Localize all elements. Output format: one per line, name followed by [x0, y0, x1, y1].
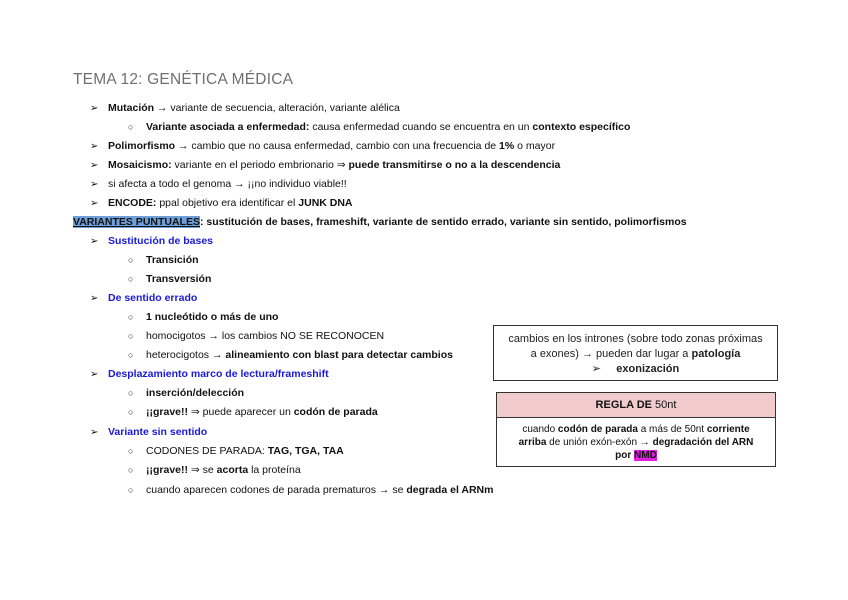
circle-bullet-icon: ○ [128, 446, 134, 456]
list-item-mosaicismo: ➢ Mosaicismo: variante en el periodo embrionario ⇒ puede transmitirse o no a la descendencia [90, 159, 561, 171]
list-item-nucleotido: ○ 1 nucleótido o más de uno [128, 311, 279, 323]
circle-bullet-icon: ○ [128, 350, 134, 360]
arrow-bullet-icon: ➢ [90, 103, 99, 114]
arrow-bullet-icon: ➢ [90, 160, 99, 171]
circle-bullet-icon: ○ [128, 407, 134, 417]
list-item-variante-asociada: ○ Variante asociada a enfermedad: causa enfermedad cuando se encuentra en un contexto específico [128, 121, 631, 133]
circle-bullet-icon: ○ [128, 331, 134, 341]
arrow-bullet-icon: ➢ [591, 363, 601, 375]
list-item-mutacion: ➢ Mutación → variante de secuencia, alteración, variante alélica [90, 102, 400, 114]
list-item-encode: ➢ ENCODE: ppal objetivo era identificar el JUNK DNA [90, 197, 353, 209]
box-header: REGLA DE 50nt [497, 393, 775, 418]
list-item-homocigotos: ○ homocigotos → los cambios NO SE RECONOCEN [128, 330, 385, 342]
page-title: TEMA 12: GENÉTICA MÉDICA [73, 71, 294, 88]
circle-bullet-icon: ○ [128, 388, 134, 398]
list-item-grave-acorta: ○ ¡¡grave!! ⇒ se acorta la proteína [128, 464, 301, 476]
list-item-grave-codon: ○ ¡¡grave!! ⇒ puede aparecer un codón de parada [128, 406, 378, 418]
list-item-transicion: ○ Transición [128, 254, 199, 266]
note-box-intrones: cambios en los intrones (sobre todo zonas próximas a exones) → pueden dar lugar a patología ➢ exonización [493, 325, 778, 381]
list-item-sentido-errado: ➢ De sentido errado [90, 292, 198, 304]
circle-bullet-icon: ○ [128, 465, 134, 475]
list-item-sin-sentido: ➢ Variante sin sentido [90, 426, 208, 438]
arrow-bullet-icon: ➢ [90, 369, 99, 380]
arrow-bullet-icon: ➢ [90, 141, 99, 152]
list-item-genoma: ➢ si afecta a todo el genoma → ¡¡no individuo viable!! [90, 178, 347, 190]
highlighted-heading: VARIANTES PUNTUALES [73, 216, 200, 228]
list-item-prematuros: ○ cuando aparecen codones de parada prematuros → se degrada el ARNm [128, 484, 494, 496]
circle-bullet-icon: ○ [128, 274, 134, 284]
list-item-codones-parada: ○ CODONES DE PARADA: TAG, TGA, TAA [128, 445, 344, 457]
list-item-sustitucion: ➢ Sustitución de bases [90, 235, 214, 247]
section-heading-variantes-puntuales: VARIANTES PUNTUALES: sustitución de bases, frameshift, variante de sentido errado, variante sin sentido, polimorfismos [73, 216, 687, 228]
arrow-bullet-icon: ➢ [90, 236, 99, 247]
list-item-heterocigotos: ○ heterocigotos → alineamiento con blast para detectar cambios [128, 349, 453, 361]
arrow-bullet-icon: ➢ [90, 179, 99, 190]
list-item-frameshift: ➢ Desplazamiento marco de lectura/frameshift [90, 368, 329, 380]
list-item-transversion: ○ Transversión [128, 273, 212, 285]
circle-bullet-icon: ○ [128, 485, 134, 495]
circle-bullet-icon: ○ [128, 255, 134, 265]
arrow-bullet-icon: ➢ [90, 427, 99, 438]
list-item-insercion: ○ inserción/delección [128, 387, 245, 399]
circle-bullet-icon: ○ [128, 312, 134, 322]
list-item-polimorfismo: ➢ Polimorfismo → cambio que no causa enfermedad, cambio con una frecuencia de 1% o mayor [90, 140, 556, 152]
box-body: cuando codón de parada a más de 50nt corriente arriba de unión exón-exón → degradación del ARN por NMD [518, 424, 754, 461]
circle-bullet-icon: ○ [128, 122, 134, 132]
note-box-regla-50nt [496, 392, 776, 467]
arrow-bullet-icon: ➢ [90, 293, 99, 304]
nmd-highlight: NMD [634, 450, 657, 461]
arrow-bullet-icon: ➢ [90, 198, 99, 209]
